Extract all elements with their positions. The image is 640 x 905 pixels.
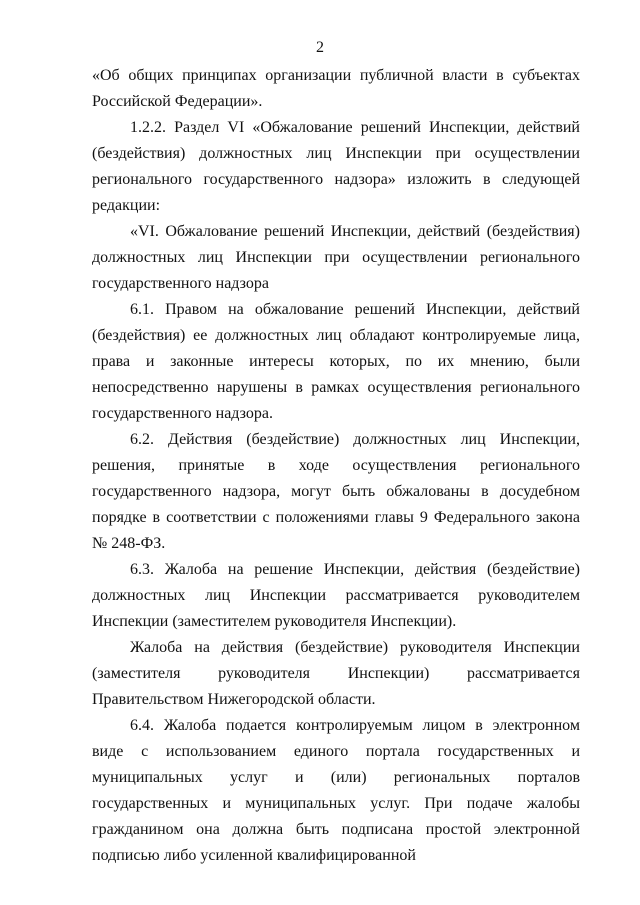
- document-body: [92, 63, 580, 869]
- paragraph-6-1: 6.1. Правом на обжалование решений Инспекции, действий (бездействия) ее должностных лиц обладают контролируемые лица, права и законные интересы которых, по их мнению, были непосредственно нарушены в рамках осуществления регионального государственного надзора.: [92, 301, 580, 422]
- page-number: 2: [316, 39, 324, 56]
- paragraph-6-3: 6.3. Жалоба на решение Инспекции, действия (бездействие) должностных лиц Инспекции рассматривается руководителем Инспекции (заместителем руководителя Инспекции).: [92, 561, 580, 630]
- section-vi-heading: «VI. Обжалование решений Инспекции, действий (бездействия) должностных лиц Инспекции при осуществлении регионального государственного надзора: [92, 223, 580, 292]
- paragraph-law-reference-end: «Об общих принципах организации публичной власти в субъектах Российской Федерации».: [92, 67, 580, 110]
- paragraph-6-4: 6.4. Жалоба подается контролируемым лицом в электронном виде с использованием единого портала государственных и муниципальных услуг и (или) региональных порталов государственных и муниципальных услуг. При подаче жалобы гражданином она должна быть подписана простой электронной подписью либо усиленной квалифицированной: [92, 717, 580, 864]
- paragraph-1-2-2: 1.2.2. Раздел VI «Обжалование решений Инспекции, действий (бездействия) должностных лиц Инспекции при осуществлении регионального государственного надзора» изложить в следующей редакции:: [92, 119, 580, 214]
- paragraph-complaint-government: Жалоба на действия (бездействие) руководителя Инспекции (заместителя руководителя Инспекции) рассматривается Правительством Нижегородской области.: [92, 639, 580, 708]
- paragraph-6-2: 6.2. Действия (бездействие) должностных лиц Инспекции, решения, принятые в ходе осуществления регионального государственного надзора, могут быть обжалованы в досудебном порядке в соответствии с положениями главы 9 Федерального закона № 248-ФЗ.: [92, 431, 580, 552]
